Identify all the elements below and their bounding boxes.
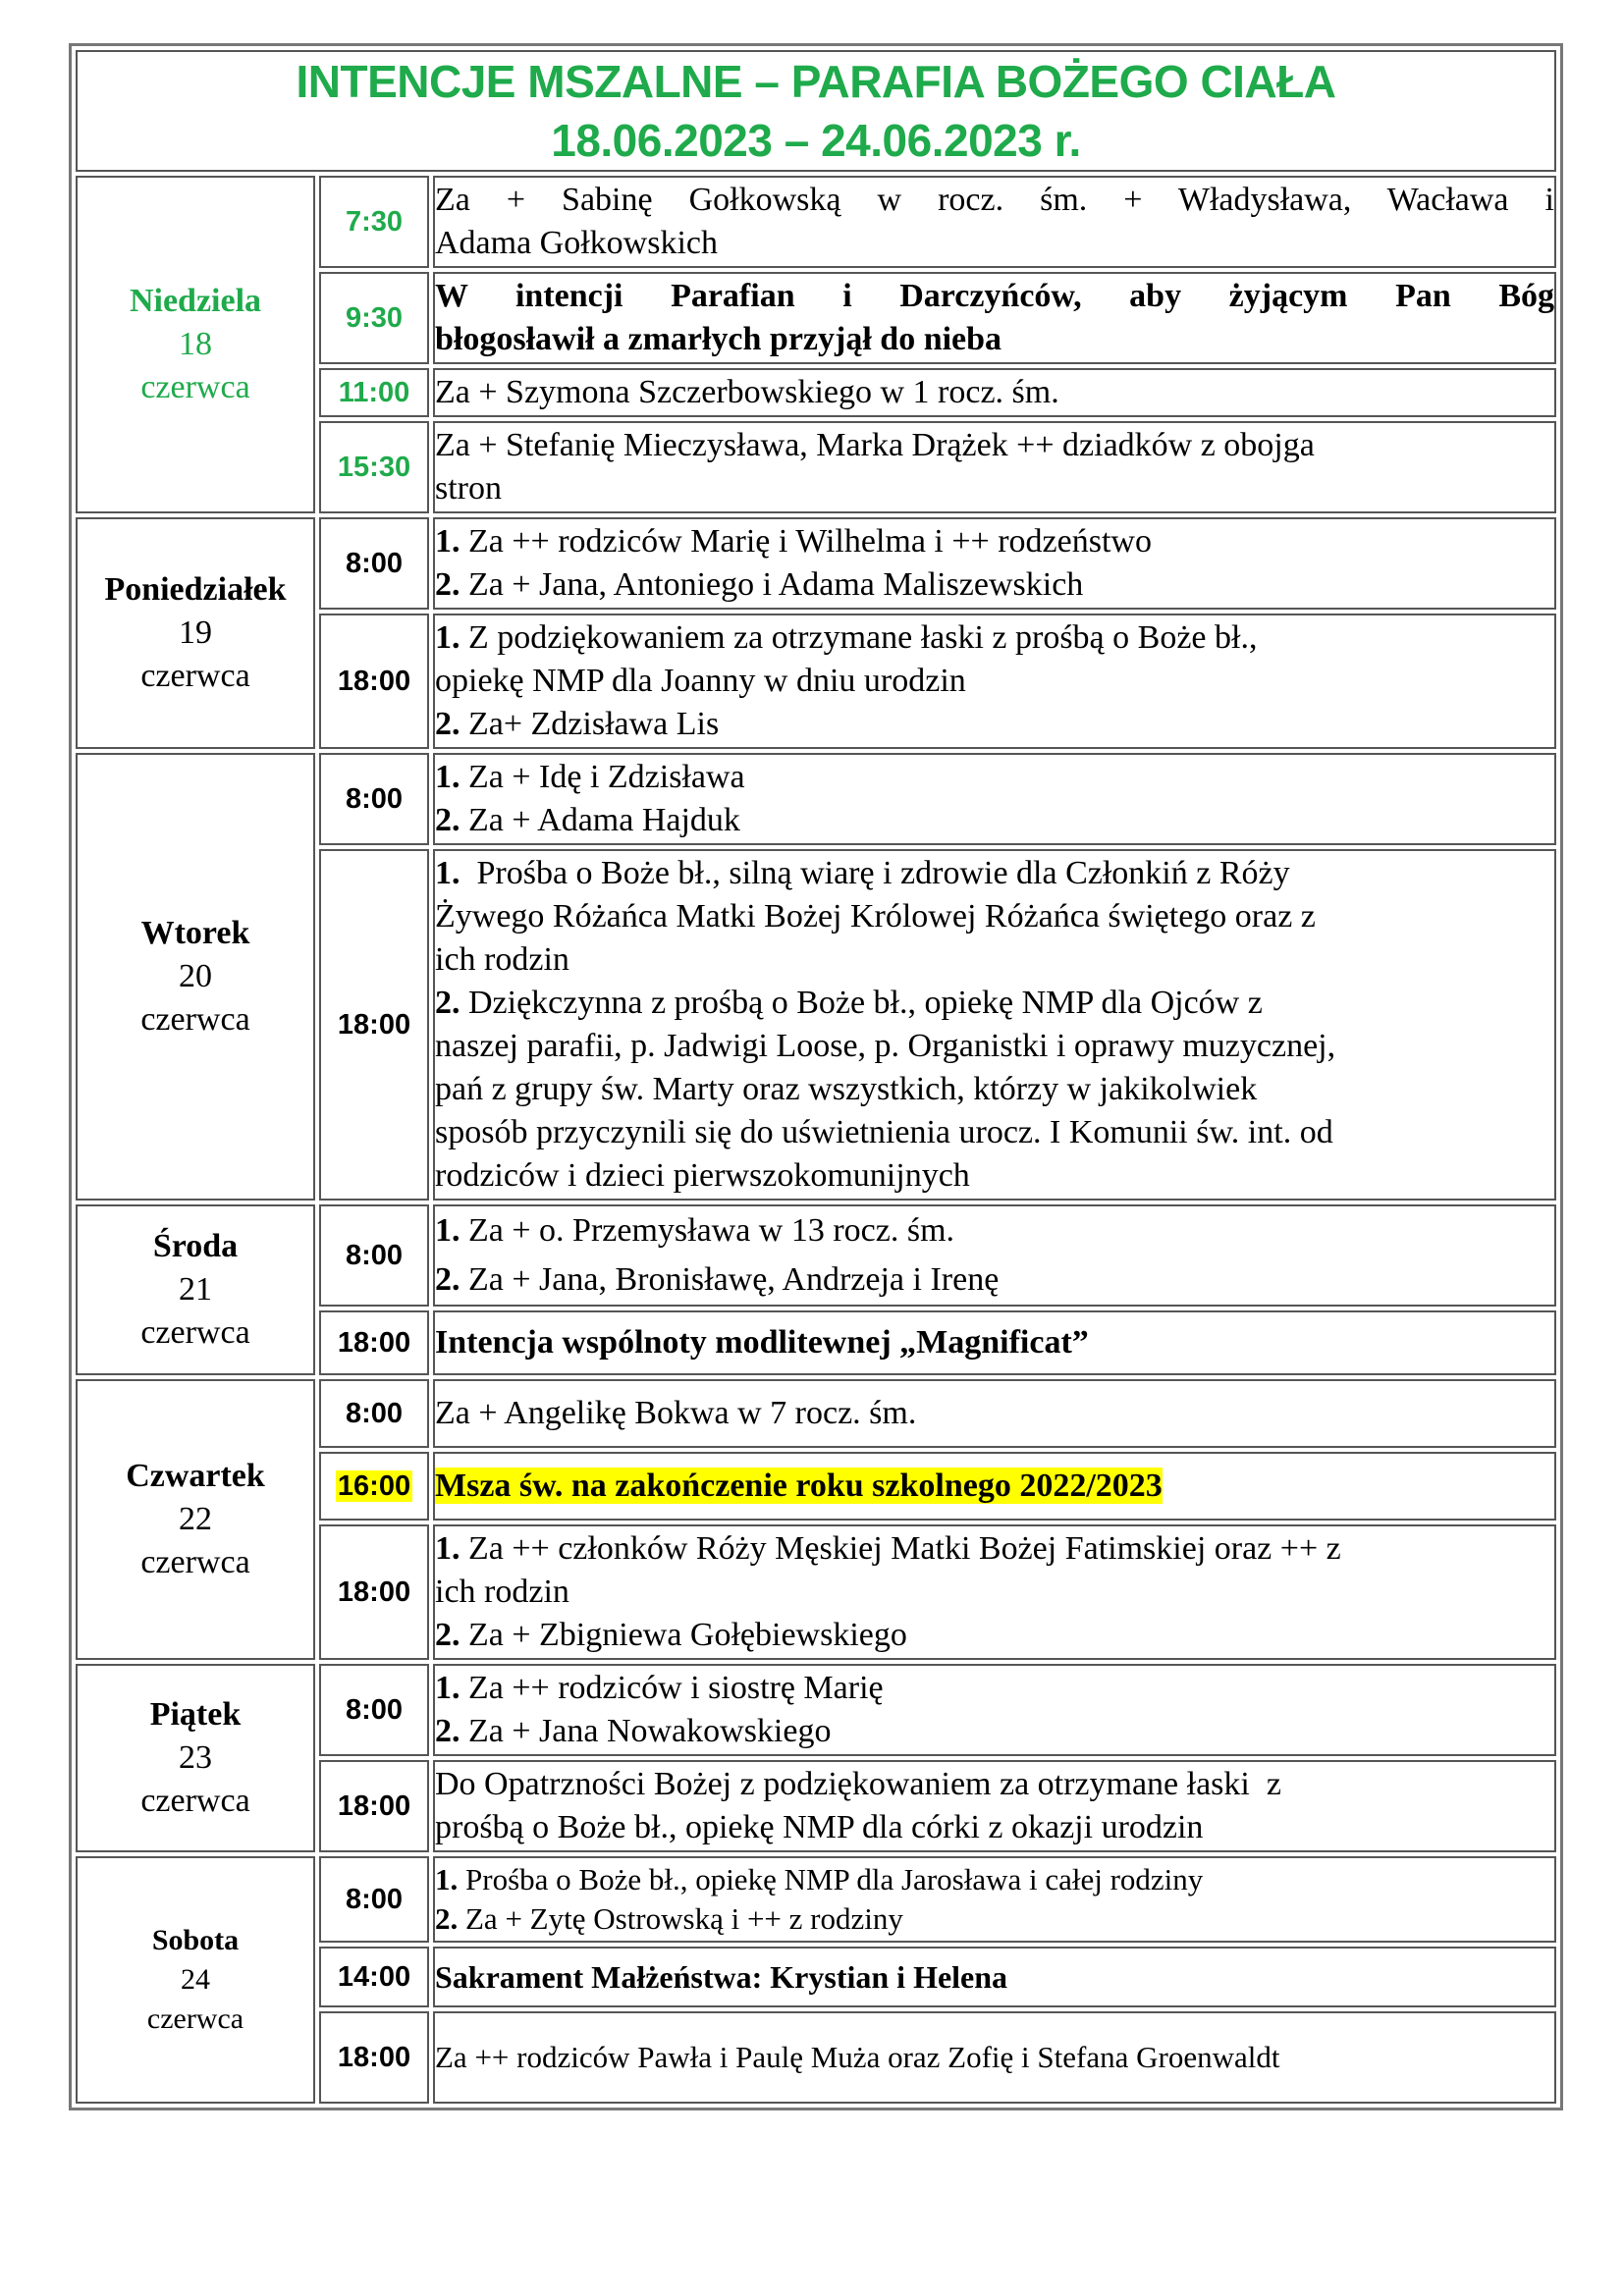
- mass-time: 18:00: [319, 2011, 429, 2104]
- intention-line: 1. Za ++ członków Róży Męskiej Matki Bożej Fatimskiej oraz ++ z: [435, 1530, 1341, 1567]
- mass-time: 11:00: [319, 368, 429, 417]
- day-month: czerwca: [140, 1783, 250, 1819]
- day-name: Poniedziałek: [104, 571, 287, 608]
- day-cell-thursday: [76, 1379, 315, 1660]
- intention-line: rodziców i dzieci pierwszokomunijnych: [435, 1157, 970, 1194]
- mass-time: 18:00: [319, 1760, 429, 1852]
- intention-line: 1. Za + Idę i Zdzisława: [435, 759, 745, 795]
- mass-time: 8:00: [319, 1856, 429, 1943]
- mass-row: [76, 1204, 1556, 1307]
- intention-line: sposób przyczynili się do uświetnienia urocz. I Komunii św. int. od: [435, 1114, 1333, 1150]
- intention-line: Sakrament Małżeństwa: Krystian i Helena: [435, 1959, 1008, 1995]
- mass-time: 8:00: [319, 1204, 429, 1307]
- day-cell-saturday: [76, 1856, 315, 2104]
- intention-text: [433, 1856, 1556, 1943]
- intention-text: [433, 1524, 1556, 1660]
- highlighted-time: 16:00: [337, 1469, 411, 1502]
- mass-time: 8:00: [319, 753, 429, 845]
- day-name: Piątek: [149, 1696, 242, 1733]
- header-row: [76, 50, 1556, 172]
- intention-line: Intencja wspólnoty modlitewnej „Magnificat”: [435, 1324, 1089, 1361]
- intention-line: 1. Za ++ rodziców i siostrę Marię: [435, 1670, 884, 1706]
- mass-time: [319, 1452, 429, 1521]
- mass-time: 14:00: [319, 1947, 429, 2007]
- intention-line: Za + Stefanię Mieczysława, Marka Drążek ++ dziadków z obojga: [435, 427, 1315, 463]
- day-cell-tuesday: [76, 753, 315, 1201]
- intention-line: 2. Za+ Zdzisława Lis: [435, 706, 720, 742]
- intention-line: 2. Za + Zytę Ostrowską i ++ z rodziny: [435, 1901, 903, 1936]
- intention-line: ich rodzin: [435, 1574, 569, 1610]
- day-number: 18: [179, 326, 212, 362]
- page-title: INTENCJE MSZALNE – PARAFIA BOŻEGO CIAŁA: [296, 56, 1336, 107]
- day-name: Środa: [152, 1228, 239, 1264]
- intention-line: 2. Za + Jana, Bronisławę, Andrzeja i Irenę: [435, 1261, 1000, 1298]
- intention-line: Za ++ rodziców Pawła i Paulę Muża oraz Zofię i Stefana Groenwaldt: [435, 2040, 1280, 2074]
- day-cell-wednesday: [76, 1204, 315, 1375]
- intention-line: stron: [435, 470, 502, 507]
- day-month: czerwca: [140, 369, 250, 405]
- intention-text: [433, 421, 1556, 513]
- day-cell-friday: [76, 1664, 315, 1852]
- intention-line: 1. Z podziękowaniem za otrzymane łaski z prośbą o Boże bł.,: [435, 619, 1258, 656]
- mass-time: 18:00: [319, 1524, 429, 1660]
- intention-text: [433, 1204, 1556, 1307]
- intention-line: Żywego Różańca Matki Bożej Królowej Różańca świętego oraz z: [435, 898, 1316, 934]
- intention-text: [433, 1452, 1556, 1521]
- day-cell-monday: [76, 517, 315, 749]
- day-number: 21: [179, 1271, 212, 1308]
- day-number: 24: [181, 1963, 210, 1996]
- day-cell-sunday: [76, 176, 315, 513]
- intention-text: [433, 1947, 1556, 2007]
- intention-line: opiekę NMP dla Joanny w dniu urodzin: [435, 663, 966, 699]
- mass-row: [76, 753, 1556, 845]
- mass-time: 7:30: [319, 176, 429, 268]
- day-month: czerwca: [140, 1544, 250, 1580]
- mass-time: 8:00: [319, 1379, 429, 1448]
- day-number: 19: [179, 614, 212, 651]
- highlighted-intention: Msza św. na zakończenie roku szkolnego 2022/2023: [435, 1468, 1163, 1504]
- intention-line: 1. Za ++ rodziców Marię i Wilhelma i ++ rodzeństwo: [435, 523, 1152, 560]
- intention-text: [433, 1664, 1556, 1756]
- intention-line: Za + Angelikę Bokwa w 7 rocz. śm.: [435, 1395, 917, 1431]
- mass-time: 18:00: [319, 614, 429, 749]
- date-range: 18.06.2023 – 24.06.2023 r.: [551, 115, 1081, 166]
- mass-time: 8:00: [319, 517, 429, 610]
- intention-text: [433, 272, 1556, 364]
- day-name: Wtorek: [140, 915, 250, 951]
- intention-line: Za + Szymona Szczerbowskiego w 1 rocz. śm.: [435, 374, 1059, 410]
- intention-line: 1. Prośba o Boże bł., silną wiarę i zdrowie dla Członkiń z Róży: [435, 855, 1290, 891]
- intention-line: 1. Za + o. Przemysława w 13 rocz. śm.: [435, 1212, 955, 1249]
- mass-time: 18:00: [319, 849, 429, 1201]
- intention-line: Adama Gołkowskich: [435, 225, 719, 261]
- intention-text: [433, 368, 1556, 417]
- mass-time: 18:00: [319, 1310, 429, 1375]
- intention-line: 1. Prośba o Boże bł., opiekę NMP dla Jarosława i całej rodziny: [435, 1862, 1204, 1896]
- day-name: Czwartek: [126, 1458, 265, 1494]
- day-name: Niedziela: [129, 283, 262, 319]
- day-name: Sobota: [151, 1924, 240, 1956]
- intention-line: Do Opatrzności Bożej z podziękowaniem za otrzymane łaski z: [435, 1766, 1281, 1802]
- day-month: czerwca: [140, 658, 250, 694]
- day-month: czerwca: [140, 1001, 250, 1038]
- day-month: czerwca: [146, 2002, 244, 2035]
- mass-row: [76, 1379, 1556, 1448]
- intention-text: [433, 849, 1556, 1201]
- intention-line: 2. Dziękczynna z prośbą o Boże bł., opiekę NMP dla Ojców z: [435, 985, 1263, 1021]
- intentions-table: [69, 43, 1563, 2110]
- mass-row: [76, 1856, 1556, 1943]
- day-number: 22: [179, 1501, 212, 1537]
- intention-line: W intencji Parafian i Darczyńców, aby żyjącym Pan Bóg: [435, 278, 1554, 314]
- intention-text: [433, 2011, 1556, 2104]
- intention-line: [435, 1465, 1554, 1508]
- intention-line: pań z grupy św. Marty oraz wszystkich, którzy w jakikolwiek: [435, 1071, 1258, 1107]
- intention-text: [433, 1310, 1556, 1375]
- intention-line: prośbą o Boże bł., opiekę NMP dla córki z okazji urodzin: [435, 1809, 1204, 1845]
- intention-text: [433, 753, 1556, 845]
- intention-text: [433, 517, 1556, 610]
- day-number: 23: [179, 1739, 212, 1776]
- intention-text: [433, 176, 1556, 268]
- mass-time: 9:30: [319, 272, 429, 364]
- intention-line: Za + Sabinę Gołkowską w rocz. śm. + Władysława, Wacława i: [435, 182, 1554, 218]
- intention-line: 2. Za + Jana Nowakowskiego: [435, 1713, 832, 1749]
- intention-text: [433, 1379, 1556, 1448]
- intention-text: [433, 1760, 1556, 1852]
- header-cell: [76, 50, 1556, 172]
- mass-row: [76, 517, 1556, 610]
- intention-line: 2. Za + Zbigniewa Gołębiewskiego: [435, 1617, 907, 1653]
- day-month: czerwca: [140, 1314, 250, 1351]
- intention-line: 2. Za + Jana, Antoniego i Adama Maliszewskich: [435, 566, 1084, 603]
- intention-line: 2. Za + Adama Hajduk: [435, 802, 740, 838]
- intention-text: [433, 614, 1556, 749]
- mass-row: [76, 1664, 1556, 1756]
- mass-time: 8:00: [319, 1664, 429, 1756]
- intention-line: ich rodzin: [435, 941, 569, 978]
- mass-time: 15:30: [319, 421, 429, 513]
- day-number: 20: [179, 958, 212, 994]
- intention-line: naszej parafii, p. Jadwigi Loose, p. Organistki i oprawy muzycznej,: [435, 1028, 1336, 1064]
- mass-row: [76, 176, 1556, 268]
- intentions-sheet: [69, 43, 1563, 2110]
- intention-line: błogosławił a zmarłych przyjął do nieba: [435, 321, 1002, 357]
